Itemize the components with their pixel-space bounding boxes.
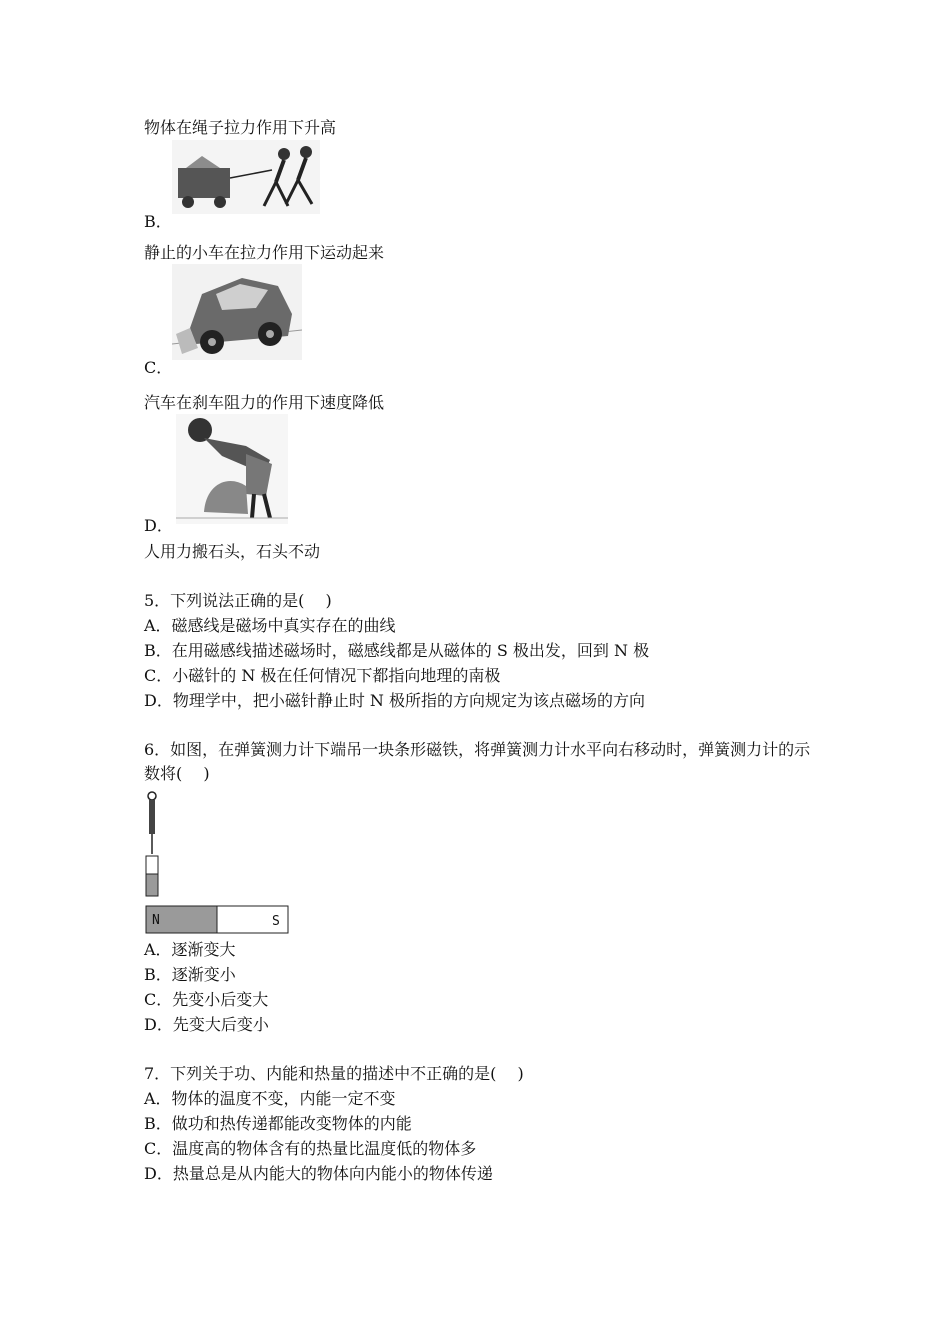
lifting-stone-figure bbox=[176, 414, 288, 524]
spring-scale-magnet-figure bbox=[140, 788, 292, 936]
q7-option-d: D．热量总是从内能大的物体向内能小的物体传递 bbox=[144, 1164, 493, 1183]
q7-option-b: B．做功和热传递都能改变物体的内能 bbox=[144, 1114, 412, 1133]
q6-option-b: B．逐渐变小 bbox=[144, 965, 236, 984]
q4-option-a-caption: 物体在绳子拉力作用下升高 bbox=[144, 118, 337, 137]
q6-option-a: A．逐渐变大 bbox=[144, 940, 236, 959]
q5-option-b: B．在用磁感线描述磁场时，磁感线都是从磁体的 S 极出发，回到 N 极 bbox=[144, 641, 650, 660]
q7-option-a: A．物体的温度不变，内能一定不变 bbox=[144, 1089, 396, 1108]
q5-stem: 5．下列说法正确的是( ) bbox=[144, 591, 332, 610]
q4-option-d-caption: 人用力搬石头，石头不动 bbox=[144, 542, 321, 561]
q4-option-b-label: B． bbox=[144, 212, 172, 231]
q5-option-c: C．小磁针的 N 极在任何情况下都指向地理的南极 bbox=[144, 666, 501, 685]
pulling-cart-figure bbox=[172, 140, 320, 214]
q5-option-a: A．磁感线是磁场中真实存在的曲线 bbox=[144, 616, 396, 635]
braking-car-figure bbox=[172, 264, 302, 360]
q6-option-c: C．先变小后变大 bbox=[144, 990, 269, 1009]
magnet-s-label: S bbox=[272, 914, 280, 929]
q4-option-d-label: D． bbox=[144, 516, 173, 535]
q4-option-b-caption: 静止的小车在拉力作用下运动起来 bbox=[144, 243, 385, 262]
q6-option-d: D．先变大后变小 bbox=[144, 1015, 269, 1034]
q7-stem: 7．下列关于功、内能和热量的描述中不正确的是( ) bbox=[144, 1064, 524, 1083]
q5-option-d: D．物理学中，把小磁针静止时 N 极所指的方向规定为该点磁场的方向 bbox=[144, 691, 646, 710]
q7-option-c: C．温度高的物体含有的热量比温度低的物体多 bbox=[144, 1139, 477, 1158]
q4-option-c-label: C． bbox=[144, 358, 173, 377]
magnet-n-label: N bbox=[152, 913, 160, 928]
q6-stem: 6．如图，在弹簧测力计下端吊一块条形磁铁，将弹簧测力计水平向右移动时，弹簧测力计的示数将( ) bbox=[144, 740, 811, 783]
q4-option-c-caption: 汽车在刹车阻力的作用下速度降低 bbox=[144, 393, 385, 412]
